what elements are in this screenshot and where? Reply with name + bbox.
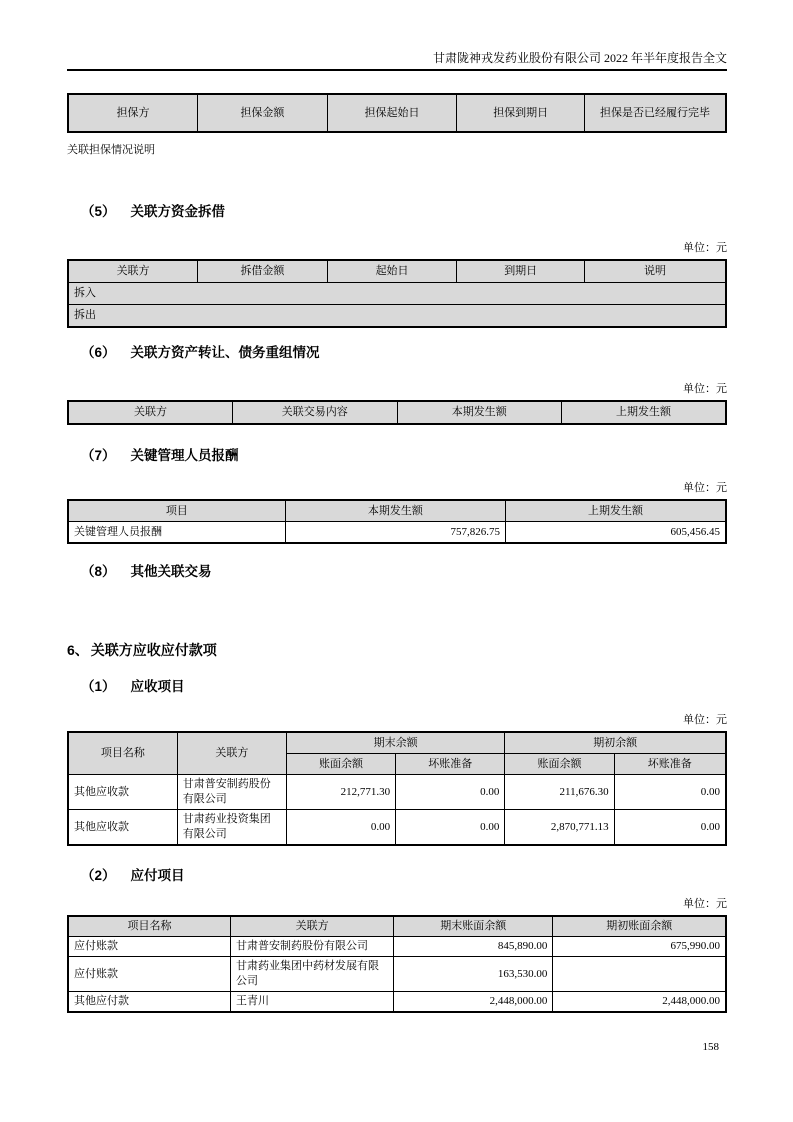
part-6-heading [67, 642, 727, 659]
compensation-header-row [68, 500, 726, 522]
receivables-table [67, 731, 727, 846]
section-7-number: （7） [81, 448, 116, 463]
page-number: 158 [702, 1041, 719, 1053]
unit-label-payables: 单位：元 [683, 898, 727, 910]
receivables-row2-ending-bad: 0.00 [396, 810, 505, 846]
receivables-col-party: 关联方 [177, 732, 286, 775]
part-6-number: 6、 [67, 642, 89, 658]
compensation-prior-value: 605,456.45 [506, 522, 726, 544]
section-5-heading [81, 204, 727, 220]
receivables-row1-item: 其他应收款 [68, 775, 177, 810]
section-7-heading [81, 448, 727, 464]
management-compensation-table [67, 499, 727, 544]
receivables-row1-ending-book: 212,771.30 [286, 775, 395, 810]
section-8-number: （8） [81, 564, 116, 579]
receivables-row1-ending-bad: 0.00 [396, 775, 505, 810]
payables-title: 应付项目 [130, 868, 185, 883]
section-5-title: 关联方资金拆借 [130, 204, 226, 219]
receivables-row2-beginning-bad: 0.00 [614, 810, 726, 846]
receivables-heading [81, 679, 727, 695]
payables-row3-beginning: 2,448,000.00 [553, 992, 726, 1013]
borrowing-col-party: 关联方 [68, 260, 198, 283]
borrowing-col-start: 起始日 [327, 260, 457, 283]
section-8-title: 其他关联交易 [130, 564, 212, 579]
transfer-col-prior: 上期发生额 [562, 401, 727, 424]
receivables-row1-party: 甘肃普安制药股份有限公司 [177, 775, 286, 810]
receivables-row-1 [68, 775, 726, 810]
payables-heading [81, 868, 727, 884]
receivables-header-row-1 [68, 732, 726, 754]
payables-row-1 [68, 937, 726, 957]
transfer-col-party: 关联方 [68, 401, 233, 424]
part-6-title: 关联方应收应付款项 [90, 642, 217, 658]
compensation-col-item: 项目 [68, 500, 285, 522]
payables-row3-item: 其他应付款 [68, 992, 231, 1013]
payables-col-party: 关联方 [231, 916, 394, 937]
payables-col-item: 项目名称 [68, 916, 231, 937]
borrowing-header-row [68, 260, 726, 283]
compensation-data-row [68, 522, 726, 544]
guarantee-col-end-date: 担保到期日 [457, 94, 585, 132]
section-8-heading [81, 564, 727, 580]
payables-row1-beginning: 675,990.00 [553, 937, 726, 957]
payables-row3-party: 王青川 [231, 992, 394, 1013]
payables-row1-party: 甘肃普安制药股份有限公司 [231, 937, 394, 957]
borrowing-col-note: 说明 [585, 260, 726, 283]
receivables-col-beginning-book: 账面余额 [505, 754, 614, 775]
page-content [67, 0, 727, 1013]
borrow-out-label: 拆出 [68, 305, 726, 328]
transfer-col-content: 关联交易内容 [233, 401, 398, 424]
guarantee-col-amount: 担保金额 [198, 94, 328, 132]
payables-row1-item: 应付账款 [68, 937, 231, 957]
receivables-col-ending-bad: 坏账准备 [396, 754, 505, 775]
payables-row3-ending: 2,448,000.00 [394, 992, 553, 1013]
receivables-row2-beginning-book: 2,870,771.13 [505, 810, 614, 846]
borrow-in-row [68, 283, 726, 305]
doc-header [67, 50, 727, 66]
receivables-row-2 [68, 810, 726, 846]
section-6-title: 关联方资产转让、债务重组情况 [130, 345, 320, 360]
receivables-row1-beginning-bad: 0.00 [614, 775, 726, 810]
borrow-out-row [68, 305, 726, 328]
receivables-col-ending-book: 账面余额 [286, 754, 395, 775]
payables-row2-ending: 163,530.00 [394, 957, 553, 992]
doc-header-title: 甘肃陇神戎发药业股份有限公司 2022 年半年度报告全文 [432, 51, 727, 65]
payables-number: （2） [81, 868, 116, 883]
receivables-row1-beginning-book: 211,676.30 [505, 775, 614, 810]
payables-row2-item: 应付账款 [68, 957, 231, 992]
transfer-header-row [68, 401, 726, 424]
receivables-row2-item: 其他应收款 [68, 810, 177, 846]
payables-table [67, 915, 727, 1013]
payables-col-beginning: 期初账面余额 [553, 916, 726, 937]
payables-row-3 [68, 992, 726, 1013]
borrowing-col-due: 到期日 [457, 260, 585, 283]
guarantee-col-fulfilled: 担保是否已经履行完毕 [585, 94, 726, 132]
receivables-number: （1） [81, 679, 116, 694]
receivables-row2-party: 甘肃药业投资集团有限公司 [177, 810, 286, 846]
borrowing-col-amount: 拆借金额 [198, 260, 328, 283]
payables-col-ending: 期末账面余额 [394, 916, 553, 937]
receivables-col-item: 项目名称 [68, 732, 177, 775]
borrow-in-label: 拆入 [68, 283, 726, 305]
section-5-number: （5） [81, 204, 116, 219]
transfer-col-current: 本期发生额 [397, 401, 562, 424]
receivables-row2-ending-book: 0.00 [286, 810, 395, 846]
section-6-heading [81, 345, 727, 361]
receivables-group-ending: 期末余额 [286, 732, 504, 754]
guarantee-header-row [68, 94, 726, 132]
unit-label-receivables: 单位：元 [683, 714, 727, 726]
compensation-col-current: 本期发生额 [285, 500, 505, 522]
unit-label-s7: 单位：元 [683, 482, 727, 494]
receivables-group-beginning: 期初余额 [505, 732, 726, 754]
guarantee-col-guarantor: 担保方 [68, 94, 198, 132]
payables-row1-ending: 845,890.00 [394, 937, 553, 957]
guarantee-col-start-date: 担保起始日 [327, 94, 457, 132]
payables-header-row [68, 916, 726, 937]
section-7-title: 关键管理人员报酬 [130, 448, 239, 463]
compensation-current-value: 757,826.75 [285, 522, 505, 544]
receivables-col-beginning-bad: 坏账准备 [614, 754, 726, 775]
unit-label-s5: 单位：元 [683, 242, 727, 254]
payables-row2-beginning [553, 957, 726, 992]
payables-row-2 [68, 957, 726, 992]
header-rule [67, 69, 727, 71]
fund-borrowing-table [67, 259, 727, 328]
guarantee-note: 关联担保情况说明 [67, 144, 155, 156]
guarantee-table [67, 93, 727, 133]
receivables-title: 应收项目 [130, 679, 185, 694]
section-6-number: （6） [81, 345, 116, 360]
compensation-item: 关键管理人员报酬 [68, 522, 285, 544]
payables-row2-party: 甘肃药业集团中药材发展有限公司 [231, 957, 394, 992]
asset-transfer-table [67, 400, 727, 425]
unit-label-s6: 单位：元 [683, 383, 727, 395]
compensation-col-prior: 上期发生额 [506, 500, 726, 522]
